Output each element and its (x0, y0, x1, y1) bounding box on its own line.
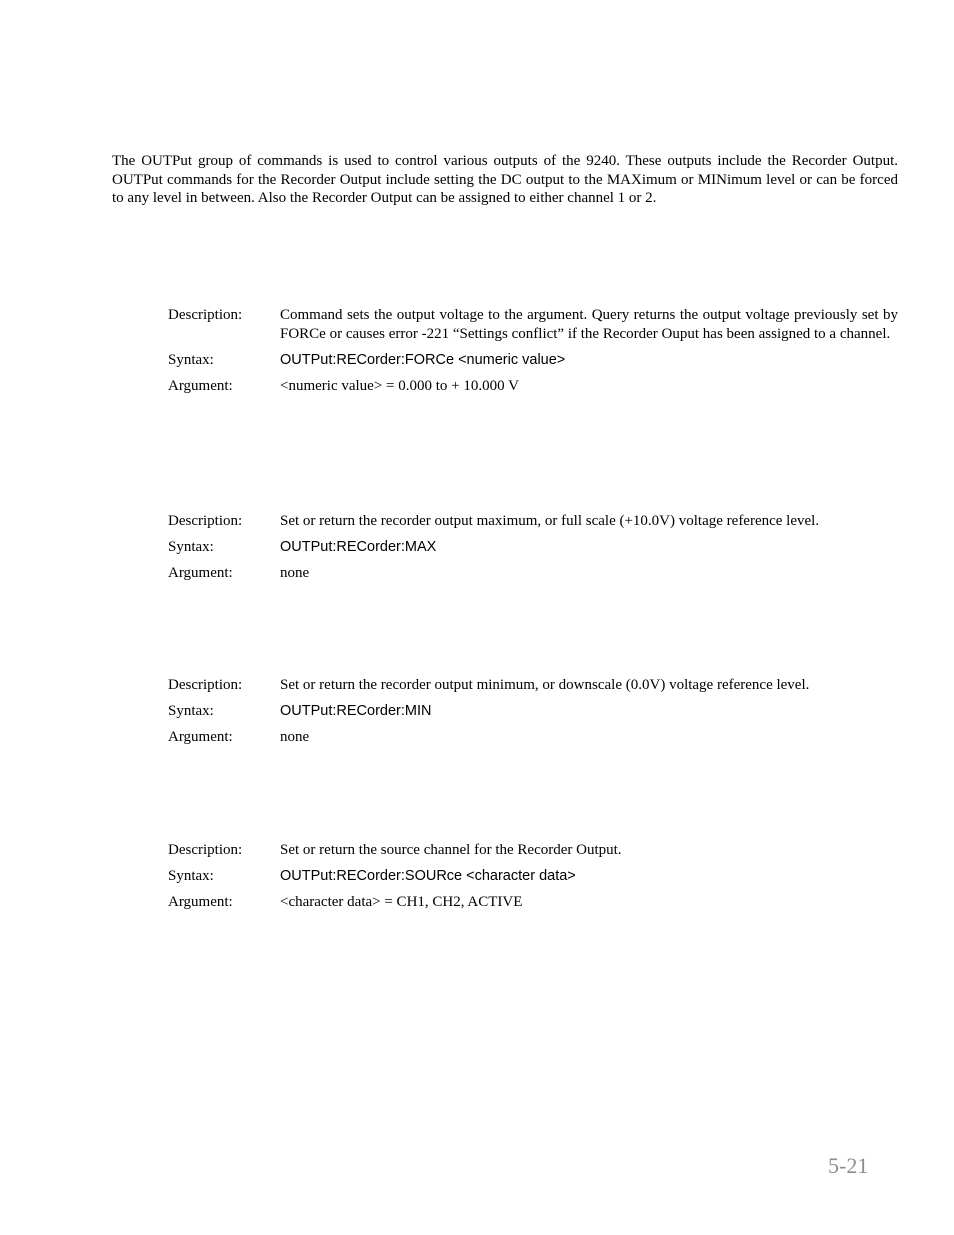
argument-text: <character data> = CH1, CH2, ACTIVE (280, 894, 523, 910)
description-text: Set or return the recorder output minimum, or downscale (0.0V) voltage reference level. (280, 677, 810, 693)
description-row (168, 841, 898, 860)
syntax-label: Syntax: (168, 703, 214, 719)
argument-text: <numeric value> = 0.000 to + 10.000 V (280, 377, 519, 394)
argument-label: Argument: (168, 377, 233, 394)
syntax-label: Syntax: (168, 351, 214, 368)
syntax-row (168, 867, 898, 886)
argument-row (168, 377, 898, 396)
description-label: Description: (168, 677, 243, 693)
description-text: Set or return the source channel for the Recorder Output. (280, 842, 622, 858)
syntax-row (168, 702, 898, 721)
syntax-row (168, 351, 898, 370)
command-block-source (168, 841, 898, 919)
syntax-text: OUTPut:RECorder:MIN (280, 703, 432, 719)
syntax-text: OUTPut:RECorder:SOURce <character data> (280, 868, 576, 884)
intro-paragraph: The OUTPut group of commands is used to control various outputs of the 9240. These outputs include the Recorder Output. OUTPut commands for the Recorder Output include setting the DC output to the MAXimum or MINimum level or can be forced to any level in between. Also the Recorder Output can be assigned to either channel 1 or 2. (112, 153, 898, 206)
command-block-force (168, 306, 898, 403)
description-row (168, 306, 898, 343)
syntax-label: Syntax: (168, 539, 214, 555)
argument-label: Argument: (168, 729, 233, 745)
description-label: Description: (168, 842, 243, 858)
argument-text: none (280, 565, 310, 581)
argument-row (168, 728, 898, 747)
description-text: Command sets the output voltage to the argument. Query returns the output voltage previously set by FORCe or causes error -221 “Settings conflict” if the Recorder Ouput has been assigned to a channel. (280, 307, 898, 342)
argument-text: none (280, 729, 310, 745)
syntax-text: OUTPut:RECorder:FORCe <numeric value> (280, 351, 566, 368)
command-block-max (168, 512, 898, 590)
argument-row (168, 893, 898, 912)
syntax-row (168, 538, 898, 557)
argument-label: Argument: (168, 894, 233, 910)
page-number: 5-21 (828, 1153, 869, 1178)
argument-row (168, 564, 898, 583)
argument-label: Argument: (168, 565, 233, 581)
command-block-min (168, 676, 898, 754)
description-text: Set or return the recorder output maximum, or full scale (+10.0V) voltage reference level. (280, 513, 820, 529)
syntax-text: OUTPut:RECorder:MAX (280, 539, 437, 555)
description-row (168, 512, 898, 531)
description-row (168, 676, 898, 695)
description-label: Description: (168, 307, 243, 323)
description-label: Description: (168, 513, 243, 529)
syntax-label: Syntax: (168, 868, 214, 884)
